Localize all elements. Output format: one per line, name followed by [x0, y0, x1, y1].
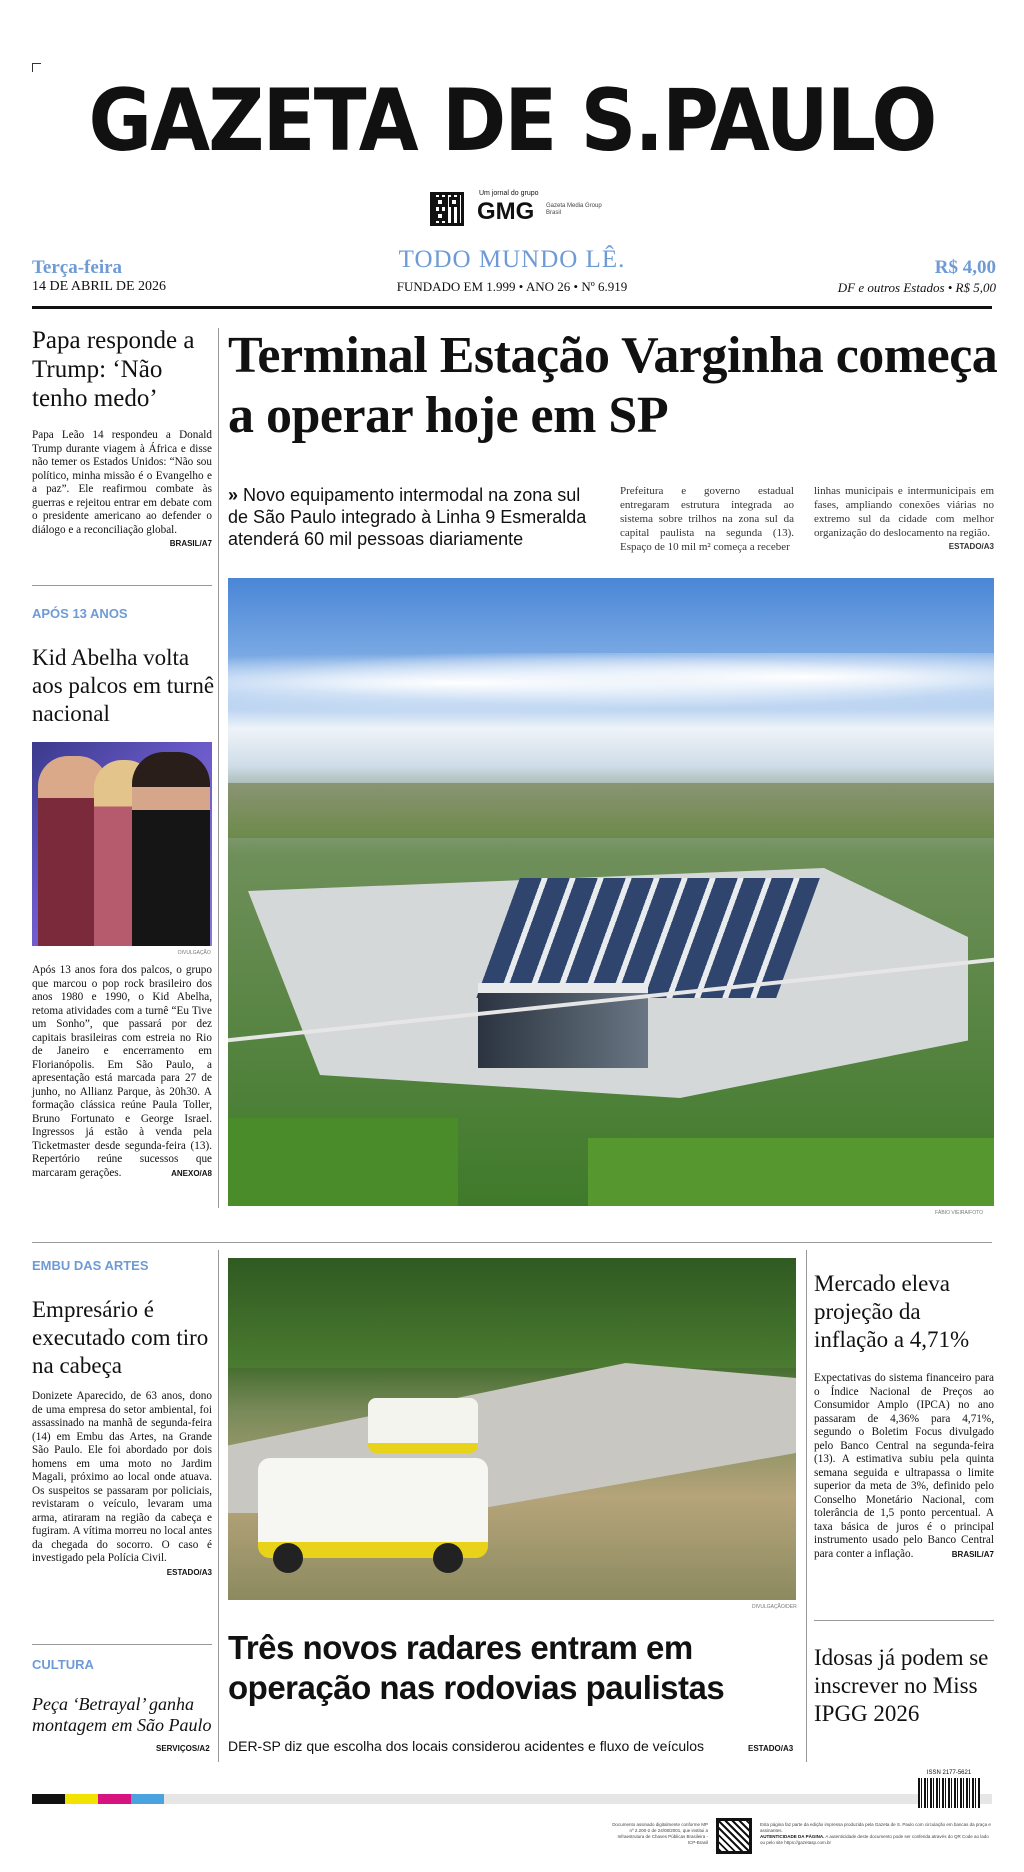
- mercado-title: Mercado eleva projeção da inflação a 4,71%: [814, 1271, 970, 1352]
- lead-ref[interactable]: ESTADO/A3: [948, 542, 994, 551]
- papa-title: Papa responde a Trump: ‘Não tenho medo’: [32, 327, 195, 412]
- ipgg-title: Idosas já podem se inscrever no Miss IPGG 2026: [814, 1645, 989, 1726]
- slogan: TODO MUNDO LÊ.: [398, 246, 626, 273]
- group-small: Um jornal do grupo: [479, 190, 539, 197]
- lead-col2: linhas municipais e intermunicipais em fases, ampliando conexões viárias no extremo sul da cidade com melhor organização do deslocamento na região. ESTADO/A3: [814, 484, 994, 554]
- kid-abelha-photo: [32, 742, 212, 946]
- embu-kicker: EMBU DAS ARTES: [32, 1258, 149, 1273]
- lead-headline: Terminal Estação Varginha começa a operar hoje em SP: [228, 327, 998, 444]
- column-rule: [218, 328, 219, 1208]
- kid-ref[interactable]: ANEXO/A8: [171, 1168, 212, 1178]
- cultura-ref[interactable]: SERVIÇOS/A2: [156, 1744, 210, 1753]
- section-rule: [32, 1242, 992, 1243]
- auth-label: AUTENTICIDADE DA PÁGINA.: [760, 1834, 825, 1839]
- date: 14 DE ABRIL DE 2026: [32, 279, 167, 294]
- color-bar: [32, 1794, 992, 1804]
- price: R$ 4,00: [934, 257, 996, 278]
- footer-note: Esta página faz parte da edição impressa produzida pela Gazeta de S. Paulo com circulação em bancas da praça e assinantes. AUTENTICIDADE DA PÁGINA. A autenticidade deste documento pode ser conferida através do QR Code ao lado ou pelo site https://gazetasp.com.br: [760, 1822, 991, 1845]
- mercado-body: Expectativas do sistema financeiro para o Índice Nacional de Preços ao Consumidor Amplo (IPCA) no ano passaram de 4,36% para 4,71%, segundo o Boletim Focus divulgado pelo Banco Central na segunda-feira (13). A estimativa subiu pela quinta semana seguida e ultrapassa o limite superior da meta de 3%, definido pelo Conselho Monetário Nacional, com tolerância de 1,5 ponto percentual. A taxa básica de juros é o principal instrumento usado pelo Banco Central para conter a inflação. BRASIL/A7: [814, 1372, 994, 1560]
- price-other: DF e outros Estados • R$ 5,00: [837, 280, 996, 295]
- embu-ref[interactable]: ESTADO/A3: [166, 1567, 212, 1577]
- kid-title: Kid Abelha volta aos palcos em turnê nacional: [32, 645, 215, 726]
- founded: FUNDADO EM 1.999 • ANO 26 • Nº 6.919: [396, 279, 628, 294]
- group-sub: Gazeta Media Group Brasil: [546, 203, 602, 216]
- group-logo: [424, 190, 634, 234]
- issn: ISSN 2177-5621: [926, 1770, 972, 1776]
- radar-photo-credit: DIVULGAÇÃO/DER: [752, 1604, 797, 1610]
- color-swatch: [98, 1794, 131, 1804]
- color-swatch: [32, 1794, 65, 1804]
- kid-photo-credit: DIVULGAÇÃO: [178, 950, 211, 956]
- masthead-title: GAZETA DE S.PAULO: [88, 71, 936, 171]
- section-rule: [814, 1620, 994, 1621]
- radares-deck: DER-SP diz que escolha dos locais considerou acidentes e fluxo de veículos: [228, 1738, 705, 1754]
- section-rule: [32, 585, 212, 586]
- terminal-photo: [228, 578, 994, 1206]
- barcode-icon: [918, 1778, 980, 1808]
- weekday: Terça-feira: [32, 257, 123, 278]
- photo-credit: FÁBIO VIEIRA/FOTO: [935, 1210, 983, 1216]
- embu-title: Empresário é executado com tiro na cabeça: [32, 1297, 209, 1378]
- color-swatch: [65, 1794, 98, 1804]
- lead-col1: Prefeitura e governo estadual entregaram estrutura integrada ao sistema sobre trilhos na zona sul da capital paulista na segunda (13). Espaço de 10 mil m² começa a receber: [620, 485, 794, 553]
- cultura-title: Peça ‘Betrayal’ ganha montagem em São Paulo: [32, 1694, 212, 1735]
- color-swatch: [131, 1794, 164, 1804]
- kid-kicker: APÓS 13 ANOS: [32, 606, 128, 621]
- radares-headline: Três novos radares entram em operação nas rodovias paulistas: [228, 1629, 725, 1706]
- masthead-rule: [32, 306, 992, 309]
- deck-arrow-icon: »: [228, 485, 239, 505]
- embu-body: Donizete Aparecido, de 63 anos, dono de uma empresa do setor ambiental, foi assassinado na manhã de segunda-feira (14) em Embu das Artes, na Grande São Paulo. Ele foi abordado por dois homens em uma moto no Jardim Magali, próximo ao local onde atuava. Os suspeitos se passaram por policiais, revistaram o veículo, levaram uma arma, atiraram na região da cabeça e fugiram. A vítima morreu no local antes da chegada do socorro. O caso é investigado pela Polícia Civil. ESTADO/A3: [32, 1390, 212, 1579]
- column-rule: [218, 1250, 219, 1762]
- footer-legal: Documento assinado digitalmente conforme MP nº 2.200-2 de 24/08/2001, que institui a Infraestrutura de Chaves Públicas Brasileira - ICP-Brasil: [612, 1822, 708, 1845]
- mercado-ref[interactable]: BRASIL/A7: [951, 1549, 994, 1559]
- barcode: [918, 1770, 980, 1810]
- crop-mark: [32, 63, 41, 72]
- section-rule: [32, 1644, 212, 1645]
- group-name: GMG: [477, 198, 535, 225]
- qr-code-icon: [430, 192, 464, 226]
- papa-body: Papa Leão 14 respondeu a Donald Trump durante viagem à África e disse não temer os Estados Unidos: “Não sou político, minha missão é o Evangelho e a paz”. Ele reafirmou combate às guerras e rejeitou entrar em debate com o presidente americano ao defender o diálogo e a reconciliação global. BRASIL/A7: [32, 429, 212, 551]
- lead-deck: » Novo equipamento intermodal na zona sul de São Paulo integrado à Linha 9 Esmeralda atenderá 60 mil pessoas diariamente: [228, 485, 587, 549]
- radar-vehicles-photo: [228, 1258, 796, 1600]
- papa-ref[interactable]: BRASIL/A7: [169, 539, 212, 548]
- footer-qr-icon: [716, 1818, 752, 1854]
- cultura-kicker: CULTURA: [32, 1657, 94, 1672]
- kid-body: Após 13 anos fora dos palcos, o grupo que marcou o pop rock brasileiro dos anos 1980 e 1990, o Kid Abelha, retoma atividades com a turnê “Eu Tive um Sonho”, que passará por dez capitais brasileiras com estreia no Rio de Janeiro e encerramento em Florianópolis. Em São Paulo, a apresentação está marcada para 27 de junho, no Allianz Parque, às 20h30. A formação clássica reúne Paula Toller, Bruno Fortunato e George Israel. Ingressos já estão à venda pela Ticketmaster desde segunda-feira (13). Repertório reúne sucessos que marcaram gerações. ANEXO/A8: [32, 964, 212, 1179]
- radares-ref[interactable]: ESTADO/A3: [748, 1744, 794, 1753]
